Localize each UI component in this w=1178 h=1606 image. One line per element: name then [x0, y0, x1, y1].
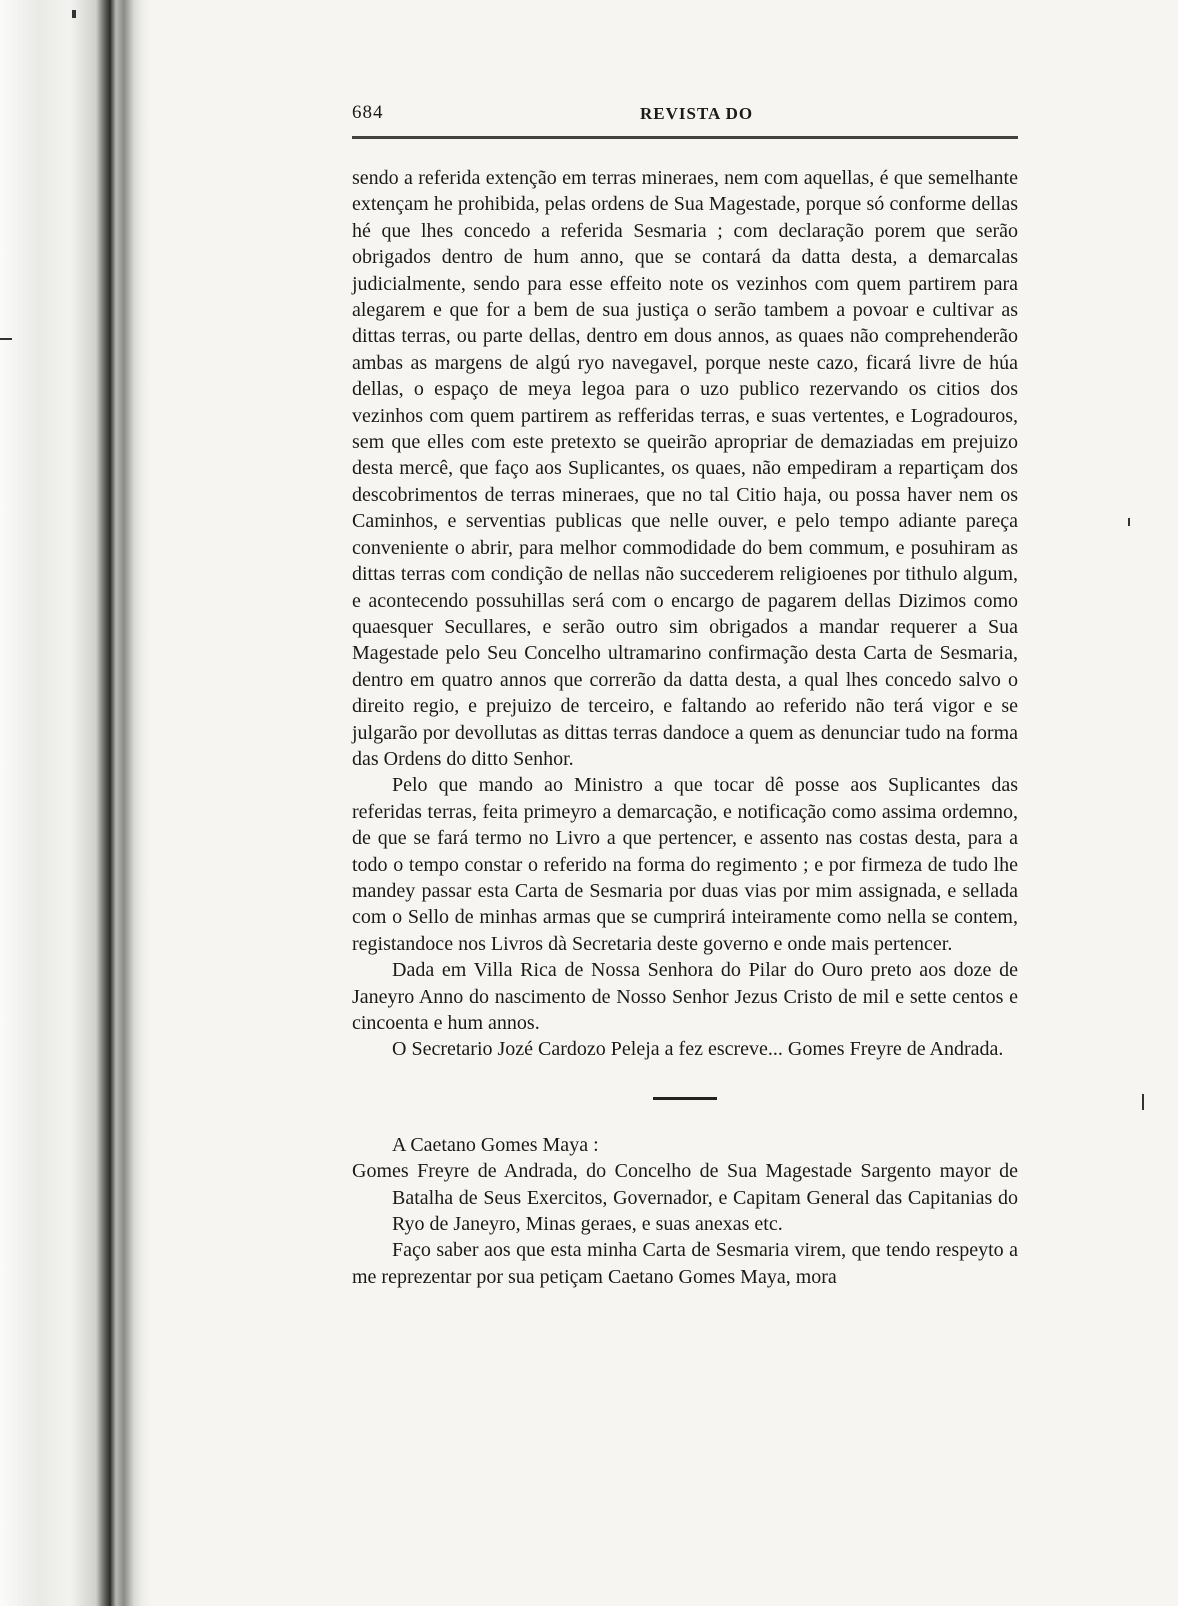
- paragraph-continuation: sendo a referida extenção em terras mineraes, nem com aquellas, é que semelhante extençam he prohibida, pelas ordens de Sua Magestade, porque só conforme dellas hé que lhes concedo a referida Sesmaria ; com declaração porem que serão obrigados dentro de hum anno, que se contará da datta desta, a demarcalas judicialmente, sendo para esse effeito note os vezinhos com quem partirem para alegarem e que for a bem de sua justiça o serão tambem a povoar e cultivar as dittas terras, ou parte dellas, dentro em dous annos, as quaes não comprehenderão ambas as margens de algú ryo navegavel, porque neste cazo, ficará livre de húa dellas, o espaço de meya legoa para o uzo publico rezervando os citios dos vezinhos com quem partirem as refferidas terras, e suas vertentes, e Logradouros, sem que elles com este pretexto se queirão apropriar de demaziadas em prejuizo desta mercê, que faço aos Suplicantes, os quaes, não empediram a repartiçam dos descobrimentos de terras mineraes, que no tal Citio haja, ou possa haver nem os Caminhos, e serventias publicas que nelle ouver, e pelo tempo adiante pareça conveniente o abrir, para melhor commodidade do bem commum, e posuhiram as dittas terras com condição de nellas não succederem religioenes por tithulo algum, e acontecendo possuhillas será com o encargo de pagarem dellas Dizimos como quaesquer Secullares, e serão outro sim obrigados a mandar requerer a Sua Magestade pelo Seu Concelho ultramarino confirmação desta Carta de Sesmaria, dentro em quatro annos que correrão da datta desta, a qual lhes concedo salvo o direito regio, e prejuizo de terceiro, e faltando ao referido não terá vigor e se julgarão por devollutas as dittas terras dandoce a quem as denunciar tudo na forma das Ordens do ditto Senhor.: [352, 167, 1018, 770]
- running-head: REVISTA DO: [640, 104, 754, 123]
- page-number: 684: [352, 102, 384, 123]
- page-header: [352, 92, 1018, 124]
- body-text: [352, 165, 1018, 1290]
- paragraph-pelo-que-mando: Pelo que mando ao Ministro a que tocar dê posse aos Suplicantes das referidas terras, feita primeyro a demarcação, e notificação como assima ordemno, de que se fará termo no Livro a que pertencer, e assento nas costas desta, para a todo o tempo constar o referido na forma do regimento ; e por firmeza de tudo lhe mandey passar esta Carta de Sesmaria por duas vias por mim assignada, e sellada com o Sello de minhas armas que se cumprirá inteiramente como nella se contem, registandoce nos Livros dà Secretaria deste governo e onde mais pertencer.: [352, 774, 1018, 955]
- section-separator: [653, 1097, 717, 1100]
- book-binding-edge: [0, 0, 150, 1606]
- scan-speck: [0, 338, 12, 340]
- header-rule: [352, 136, 1018, 139]
- paragraph-dada-em-villa-rica: Dada em Villa Rica de Nossa Senhora do Pilar do Ouro preto aos doze de Janeyro Anno do nascimento de Nosso Senhor Jezus Cristo de mil e sette centos e cincoenta e hum annos.: [352, 959, 1018, 1034]
- entry-salutation: A Caetano Gomes Maya :: [392, 1133, 599, 1156]
- paragraph-secretario-signature: O Secretario Jozé Cardozo Peleja a fez escreve... Gomes Freyre de Andrada.: [392, 1038, 1004, 1061]
- scan-speck: [1128, 518, 1130, 526]
- scan-speck: [1142, 1094, 1144, 1110]
- entry-title-block: Gomes Freyre de Andrada, do Concelho de Sua Magestade Sargento mayor de Batalha de Seus Exercitos, Governador, e Capitam General das Capitanias do Ryo de Janeyro, Minas geraes, e suas anexas etc.: [352, 1160, 1018, 1236]
- document-page: [352, 92, 1018, 1290]
- scan-speck: [72, 10, 76, 18]
- entry-opening-paragraph: Faço saber aos que esta minha Carta de Sesmaria virem, que tendo respeyto a me reprezentar por sua petiçam Caetano Gomes Maya, mora: [352, 1239, 1018, 1288]
